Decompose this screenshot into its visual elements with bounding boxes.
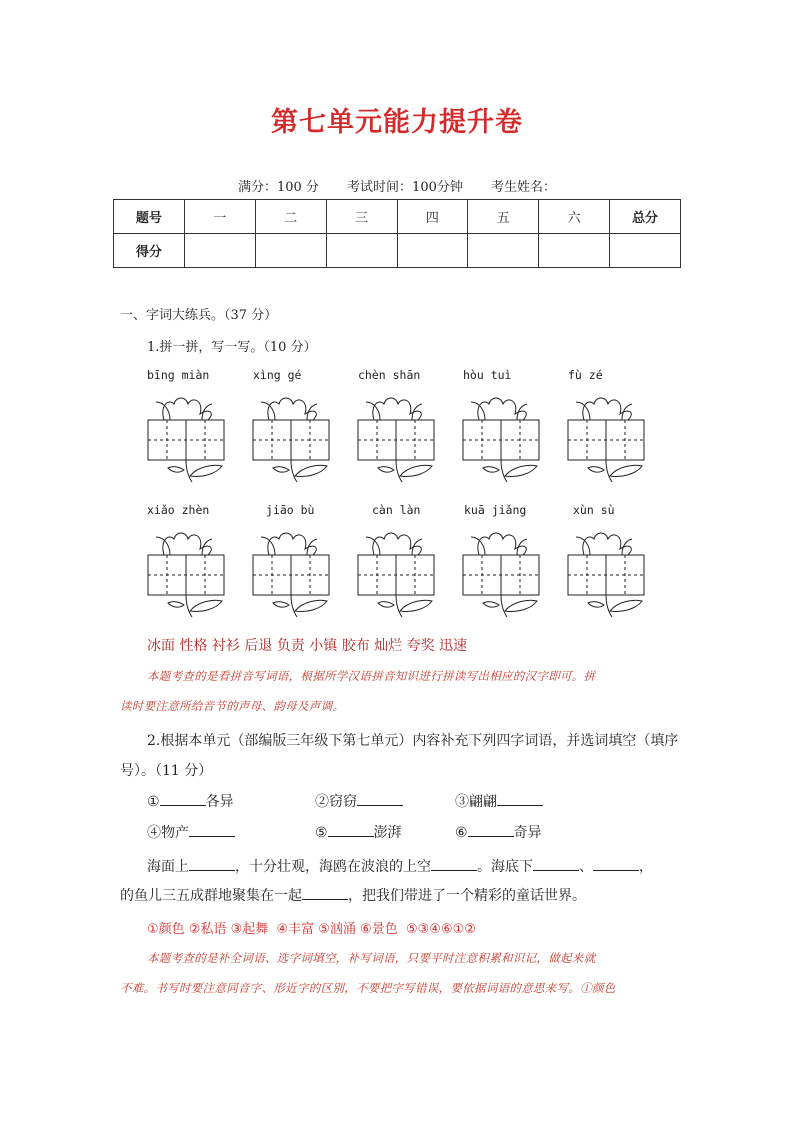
pinyin-label: càn làn [372,503,421,517]
question-2-line1: 2.根据本单元（部编版三年级下第七单元）内容补充下列四字词语，并选词填空（填序 [147,733,679,749]
q2-note-line2: 不难。书写时要注意同音字、形近字的区别，不要把字写错误，要依据词语的意思来写。①颜色 [120,981,616,995]
question-1: 1.拼一拼，写一写。（10 分） [147,340,317,355]
q1-note-line1: 本题考查的是看拼音写词语，根据所学汉语拼音知识进行拼读写出相应的汉字即可。拼 [147,669,596,683]
q2-item-5-post: 澎湃 [373,825,402,841]
fill-text: ， [639,859,653,875]
score-cell[interactable] [184,234,255,268]
writing-box[interactable] [247,527,335,619]
q2-item-5 [315,822,402,842]
writing-box[interactable] [457,392,545,484]
pinyin-label: chèn shān [358,368,421,382]
header-cell: 六 [539,200,610,234]
q2-blank[interactable] [468,822,514,837]
pinyin-label: xùn sù [573,503,615,517]
header-cell: 一 [184,200,255,234]
fill-text: 、 [579,859,593,875]
q2-item-1 [147,791,234,811]
fill-blank[interactable] [431,856,477,871]
fill-text: 海面上 [147,859,189,875]
pinyin-label: bīng miàn [147,368,210,382]
score-table-score-row [114,234,681,268]
writing-box[interactable] [247,392,335,484]
q2-note-line1: 本题考查的是补全词语、选字词填空，补写词语，只要平时注意积累和识记，做起来就 [147,951,596,965]
pinyin-label: jiāo bù [266,503,315,517]
q2-item-4-pre: ④物产 [147,825,189,841]
q2-blank[interactable] [328,822,374,837]
score-row-label: 得分 [114,234,185,268]
writing-box[interactable] [457,527,545,619]
q2-item-6-post: 奇异 [513,825,542,841]
score-cell[interactable] [397,234,468,268]
fill-blank[interactable] [302,885,348,900]
q2-blank[interactable] [160,791,206,806]
q1-answer: 冰面 性格 衬衫 后退 负责 小镇 胶布 灿烂 夸奖 迅速 [147,638,468,654]
header-cell: 三 [326,200,397,234]
exam-time: 考试时间：100分钟 [347,180,463,195]
q2-item-1-post: 各异 [205,794,234,810]
pinyin-label: xiǎo zhèn [147,503,210,517]
score-table-header-row [114,200,681,234]
header-cell: 题号 [114,200,185,234]
exam-info [0,176,794,195]
q2-item-3 [455,791,543,811]
q2-blank[interactable] [189,822,235,837]
fill-text: ，把我们带进了一个精彩的童话世界。 [348,888,586,904]
fill-blank[interactable] [533,856,579,871]
writing-box[interactable] [142,392,230,484]
fill-paragraph-line1 [147,856,653,876]
question-2-line2: 号）。（11 分） [120,763,213,779]
writing-box[interactable] [352,527,440,619]
section-heading: 一、字词大练兵。（37 分） [120,308,278,323]
q2-blank[interactable] [497,791,543,806]
fill-blank[interactable] [189,856,235,871]
pinyin-label: xìng gé [253,368,302,382]
header-cell: 五 [468,200,539,234]
header-cell: 二 [255,200,326,234]
student-name-label: 考生姓名： [491,180,557,195]
writing-box[interactable] [142,527,230,619]
writing-box[interactable] [562,392,650,484]
score-cell[interactable] [326,234,397,268]
q2-item-4 [147,822,235,842]
q1-note-line2: 读时要注意所给音节的声母、韵母及声调。 [120,699,345,713]
header-cell: 总分 [610,200,681,234]
q2-item-6 [455,822,542,842]
q2-item-2-pre: ②窃窃 [315,794,357,810]
q2-item-5-pre: ⑤ [315,825,328,841]
page-title: 第七单元能力提升卷 [271,107,523,138]
score-cell[interactable] [255,234,326,268]
q2-item-6-pre: ⑥ [455,825,468,841]
score-table [113,199,681,268]
fill-paragraph-line2 [120,885,586,905]
fill-text: 的鱼儿三五成群地聚集在一起 [120,888,302,904]
full-score: 满分：100 分 [237,180,319,195]
writing-box[interactable] [352,392,440,484]
score-cell[interactable] [610,234,681,268]
fill-blank[interactable] [593,856,639,871]
fill-text: ，十分壮观，海鸥在波浪的上空 [235,859,431,875]
q2-item-1-pre: ① [147,794,160,810]
writing-box[interactable] [562,527,650,619]
header-cell: 四 [397,200,468,234]
q2-item-2 [315,791,403,811]
pinyin-label: fù zé [568,368,603,382]
score-cell[interactable] [468,234,539,268]
score-cell[interactable] [539,234,610,268]
fill-text: 。海底下 [477,859,533,875]
q2-answer: ①颜色 ②私语 ③起舞 ④丰富 ⑤汹涌 ⑥景色 ⑤③④⑥①② [147,922,476,937]
q2-item-3-pre: ③翩翩 [455,794,497,810]
q2-blank[interactable] [357,791,403,806]
pinyin-label: hòu tuì [463,368,512,382]
pinyin-label: kuā jiǎng [464,503,527,517]
